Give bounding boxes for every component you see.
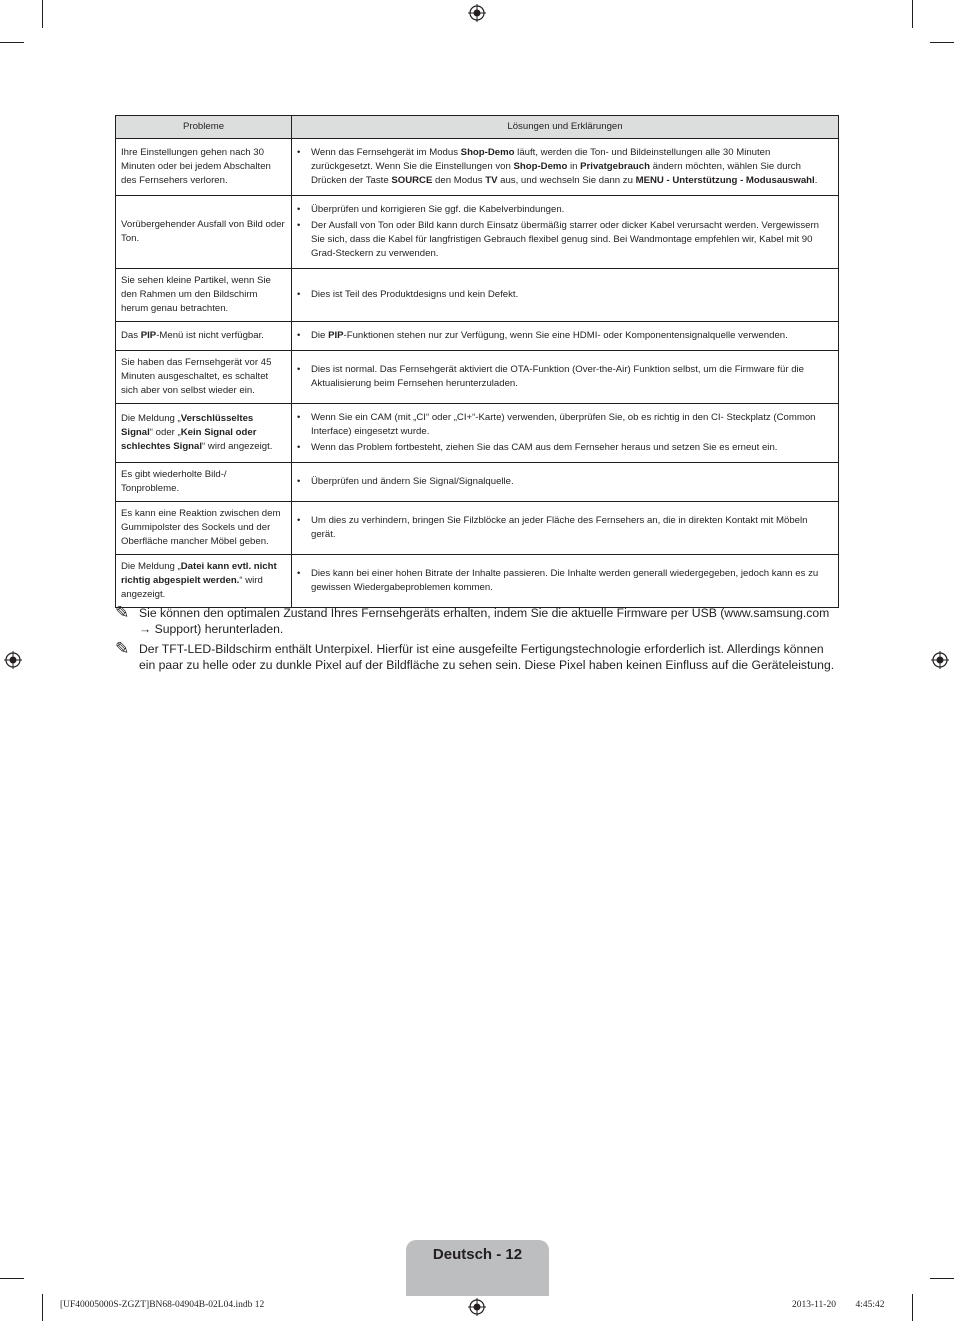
note-text: Sie können den optimalen Zustand Ihres Fernsehgeräts erhalten, indem Sie die aktuelle Firmware per USB (www.samsung.com → Support) herunterladen.	[139, 606, 830, 636]
bold-term: TV	[485, 175, 498, 186]
solution-item	[297, 567, 833, 595]
column-header-solutions: Lösungen und Erklärungen	[292, 116, 839, 139]
text-run: Die Meldung „	[121, 413, 181, 424]
text-run: Ihre Einstellungen gehen nach 30 Minuten oder bei jedem Abschalten des Fernsehers verloren.	[121, 147, 271, 186]
table-row	[116, 351, 839, 404]
problem-cell	[116, 139, 292, 196]
bold-term: Shop-Demo	[513, 161, 568, 172]
solution-item	[297, 219, 833, 261]
note-subpixel	[115, 639, 839, 673]
crop-mark	[42, 1294, 43, 1321]
problem-cell	[116, 351, 292, 404]
text-run: Sie haben das Fernsehgerät vor 45 Minuten ausgeschaltet, es schaltet sich aber von selbst wieder ein.	[121, 357, 272, 396]
bold-term: Datei kann evtl. nicht richtig abgespielt werden.	[121, 561, 277, 586]
problem-cell	[116, 555, 292, 608]
text-run: Überprüfen und ändern Sie Signal/Signalquelle.	[311, 476, 514, 487]
text-run: “ oder „	[149, 427, 181, 438]
table-row	[116, 196, 839, 269]
bold-term: PIP	[328, 330, 344, 341]
solution-cell	[292, 404, 839, 463]
crop-mark	[912, 1294, 913, 1321]
registration-mark-icon	[468, 1298, 486, 1316]
page-label: Deutsch - 12	[432, 1246, 523, 1263]
solution-cell	[292, 322, 839, 351]
text-run: Die Meldung „	[121, 561, 181, 572]
solution-cell	[292, 463, 839, 502]
text-run: den Modus	[432, 175, 486, 186]
problem-cell	[116, 322, 292, 351]
text-run: in	[567, 161, 581, 172]
solution-item	[297, 363, 833, 391]
footer-timestamp: 2013-11-20 ￿￿ 4:45:42	[792, 1300, 885, 1310]
solution-cell	[292, 502, 839, 555]
solution-cell	[292, 196, 839, 269]
text-run: Überprüfen und korrigieren Sie ggf. die Kabelverbindungen.	[311, 204, 565, 215]
solution-list	[297, 329, 833, 343]
problem-cell	[116, 463, 292, 502]
solution-cell	[292, 269, 839, 322]
bold-term: Privatgebrauch	[580, 161, 650, 172]
registration-mark-icon	[4, 651, 22, 669]
bold-term: SOURCE	[391, 175, 433, 186]
solution-item	[297, 146, 833, 188]
crop-mark	[930, 1278, 954, 1279]
text-run: Wenn das Fernsehgerät im Modus	[311, 147, 461, 158]
solution-item	[297, 441, 833, 455]
solution-item	[297, 475, 833, 489]
table-row	[116, 555, 839, 608]
text-run: Die	[311, 330, 329, 341]
solution-list	[297, 203, 833, 261]
bold-term: Kein Signal oder schlechtes Signal	[121, 427, 257, 452]
crop-mark	[42, 0, 43, 28]
registration-mark-icon	[931, 651, 949, 669]
text-run: Es kann eine Reaktion zwischen dem Gummipolster des Sockels und der Oberfläche mancher Möbel geben.	[121, 508, 281, 547]
table-row	[116, 139, 839, 196]
table-row	[116, 404, 839, 463]
text-run: .	[814, 175, 818, 186]
solution-item	[297, 203, 833, 217]
solution-list	[297, 514, 833, 542]
text-run: ändern möchten, wählen Sie durch Drücken der Taste	[311, 161, 801, 186]
registration-mark-icon	[468, 4, 486, 22]
text-run: Vorübergehender Ausfall von Bild oder Ton.	[121, 219, 285, 244]
text-run: Das	[121, 330, 141, 341]
bold-term: Verschlüsseltes Signal	[121, 413, 254, 438]
note-text: Der TFT-LED-Bildschirm enthält Unterpixel. Hierfür ist eine ausgefeilte Fertigungstechnologie erforderlich ist. Allerdings können ein paar zu helle oder zu dunkle Pixel auf der Bildfläche zu sehen sein. Diese Pixel haben keinen Einfluss auf die Geräteleistung.	[139, 642, 835, 672]
solution-list	[297, 146, 833, 188]
notes-section	[115, 603, 839, 678]
note-firmware	[115, 603, 839, 637]
text-run: “ wird angezeigt.	[202, 441, 273, 452]
text-run: Sie sehen kleine Partikel, wenn Sie den Rahmen um den Bildschirm herum genau betrachten.	[121, 275, 271, 314]
crop-mark	[912, 0, 913, 28]
troubleshooting-table	[115, 115, 839, 608]
footer-file-info: [UF40005000S-ZGZT]BN68-04904B-02L04.indb 12	[60, 1300, 265, 1310]
text-run: läuft, werden die Ton- und Bildeinstellungen alle 30 Minuten zurückgesetzt. Wenn Sie die Einstellungen von	[311, 147, 771, 172]
solution-item	[297, 288, 833, 302]
problem-cell	[116, 196, 292, 269]
text-run: Wenn Sie ein CAM (mit „CI“ oder „CI+“-Karte) verwenden, überprüfen Sie, ob es richtig in den CI- Steckplatz (Common Interface) eingesetzt wurde.	[311, 412, 816, 437]
page-language-tab	[406, 1240, 549, 1296]
solution-cell	[292, 555, 839, 608]
text-run: -Funktionen stehen nur zur Verfügung, wenn Sie eine HDMI- oder Komponentensignalquelle verwenden.	[343, 330, 788, 341]
text-run: Dies ist Teil des Produktdesigns und kein Defekt.	[311, 289, 519, 300]
problem-cell	[116, 404, 292, 463]
table-row	[116, 322, 839, 351]
table-row	[116, 463, 839, 502]
crop-mark	[0, 42, 24, 43]
table-row	[116, 269, 839, 322]
solution-cell	[292, 351, 839, 404]
text-run: Dies ist normal. Das Fernsehgerät aktiviert die OTA-Funktion (Over-the-Air) Funktion selbst, um die Firmware für die Aktualisierung beim Fernsehen herunterzuladen.	[311, 364, 804, 389]
text-run: “ wird angezeigt.	[121, 575, 263, 600]
problem-cell	[116, 502, 292, 555]
column-header-problems: Probleme	[116, 116, 292, 139]
bold-term: MENU - Unterstützung - Modusauswahl	[635, 175, 815, 186]
pencil-note-icon: ✎	[115, 639, 130, 658]
table-header-row	[116, 116, 839, 139]
text-run: aus, und wechseln Sie dann zu	[497, 175, 636, 186]
solution-item	[297, 411, 833, 439]
solution-item	[297, 329, 833, 343]
text-run: Um dies zu verhindern, bringen Sie Filzblöcke an jeder Fläche des Fernsehers an, die in direkten Kontakt mit Möbeln gerät.	[311, 515, 808, 540]
pencil-note-icon: ✎	[115, 603, 130, 622]
text-run: Wenn das Problem fortbesteht, ziehen Sie das CAM aus dem Fernseher heraus und setzen Sie es erneut ein.	[311, 442, 778, 453]
text-run: Dies kann bei einer hohen Bitrate der Inhalte passieren. Die Inhalte werden generall wiedergegeben, jedoch kann es zu gewissen Wiedergabeproblemen kommen.	[311, 568, 819, 593]
solution-list	[297, 411, 833, 455]
solution-list	[297, 475, 833, 489]
crop-mark	[930, 42, 954, 43]
problem-cell	[116, 269, 292, 322]
text-run: Der Ausfall von Ton oder Bild kann durch Einsatz übermäßig starrer oder dicker Kabel verursacht werden. Vergewissern Sie sich, dass die Kabel für langfristigen Gebrauch flexibel genug sind. Bei Wandmontage empfehlen wir, Kabel mit 90 Grad-Steckern zu verwenden.	[311, 220, 820, 259]
solution-list	[297, 363, 833, 391]
table-row	[116, 502, 839, 555]
solution-cell	[292, 139, 839, 196]
crop-mark	[0, 1278, 24, 1279]
text-run: Es gibt wiederholte Bild-/ Tonprobleme.	[121, 469, 227, 494]
text-run: -Menü ist nicht verfügbar.	[156, 330, 264, 341]
bold-term: PIP	[140, 330, 157, 341]
solution-list	[297, 288, 833, 302]
bold-term: Shop-Demo	[460, 147, 515, 158]
solution-list	[297, 567, 833, 595]
solution-item	[297, 514, 833, 542]
